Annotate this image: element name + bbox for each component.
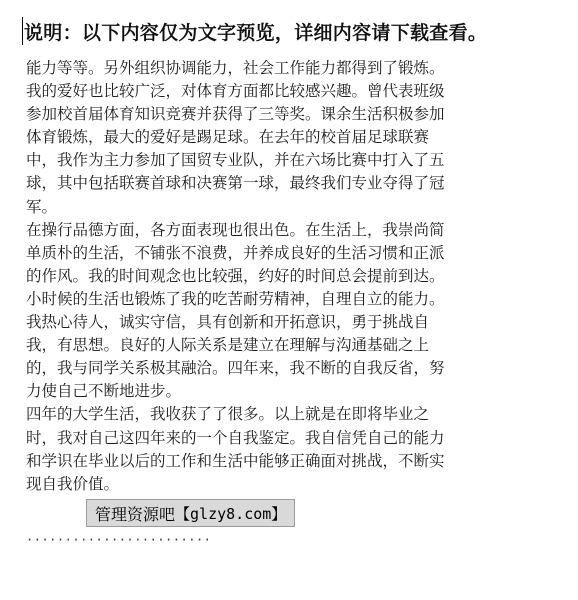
paragraph-line: 军。 (26, 197, 58, 216)
watermark-label: 管理资源吧 (95, 504, 176, 524)
paragraph-line: 的，我与同学关系极其融洽。四年来，我不断的自我反省，努 (26, 359, 445, 378)
paragraph-line: 的作风。我的时间观念也比较强，约好的时间总会提前到达。 (26, 266, 445, 285)
site-watermark-link[interactable] (86, 499, 295, 527)
ellipsis-dots: ························ (26, 533, 212, 547)
watermark-site: 【glzy8.com】 (175, 504, 287, 523)
paragraph-line: 我热心待人，诚实守信，具有创新和开拓意识，勇于挑战自 (26, 313, 430, 332)
paragraph-line: 四年的大学生活，我收获了了很多。以上就是在即将毕业之 (26, 405, 430, 424)
paragraph-line: 中，我作为主力参加了国贸专业队，并在六场比赛中打入了五 (26, 151, 445, 170)
paragraph-line: 现自我价值。 (26, 474, 120, 493)
paragraph-line: 体育锻炼，最大的爱好是踢足球。在去年的校首届足球联赛 (26, 128, 430, 147)
paragraph-line: 单质朴的生活，不铺张不浪费，并养成良好的生活习惯和正派 (26, 243, 445, 262)
document-body (26, 57, 556, 496)
paragraph-line: 我的爱好也比较广泛，对体育方面都比较感兴趣。曾代表班级 (26, 82, 445, 101)
paragraph-line: 在操行品德方面，各方面表现也很出色。在生活上，我崇尚简 (26, 220, 445, 239)
paragraph-line: 时，我对自己这四年来的一个自我鉴定。我自信凭自己的能力 (26, 428, 445, 447)
paragraph-line: 能力等等。另外组织协调能力，社会工作能力都得到了锻炼。 (26, 59, 445, 77)
paragraph-line: 我，有思想。良好的人际关系是建立在理解与沟通基础之上 (26, 336, 430, 355)
text-cursor (22, 17, 23, 45)
notice-text: 说明：以下内容仅为文字预览，详细内容请下载查看。 (24, 21, 488, 44)
paragraph-line: 小时候的生活也锻炼了我的吃苦耐劳精神，自理自立的能力。 (26, 289, 445, 308)
paragraph-line: 力使自己不断地进步。 (26, 382, 182, 401)
preview-notice (22, 14, 487, 48)
paragraph-line: 参加校首届体育知识竞赛并获得了三等奖。课余生活积极参加 (26, 105, 445, 124)
paragraph-line: 球，其中包括联赛首球和决赛第一球，最终我们专业夺得了冠 (26, 174, 445, 193)
paragraph-line: 和学识在毕业以后的工作和生活中能够正确面对挑战，不断实 (26, 451, 445, 470)
